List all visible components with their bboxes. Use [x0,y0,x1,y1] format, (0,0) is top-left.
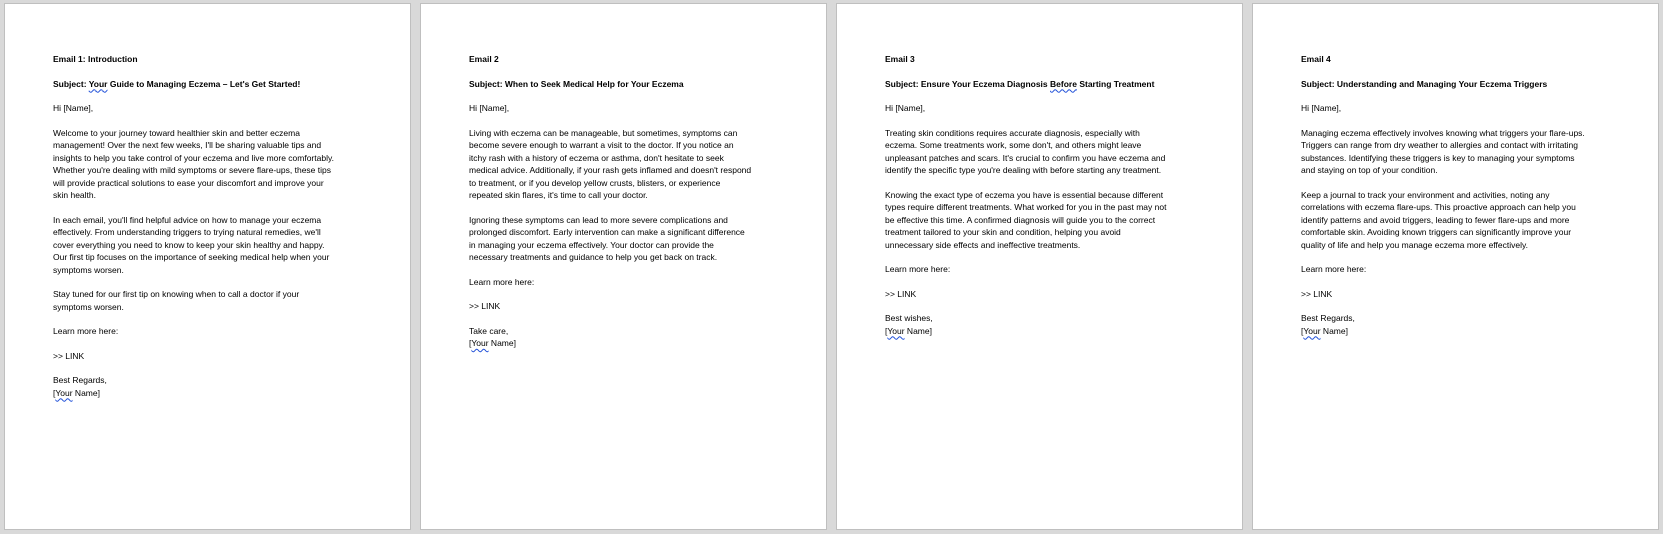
paragraph [1301,127,1656,177]
link-placeholder[interactable]: >> LINK [53,350,85,361]
email-subject: Subject: Ensure Your Eczema Diagnosis Before Starting Treatment [885,78,1155,89]
body-line: prolonged discomfort. Early intervention can make a significant difference [469,227,745,237]
body-line: correlations with eczema flare-ups. This proactive approach can help you [1301,202,1576,212]
email-subject: Subject: When to Seek Medical Help for Your Eczema [469,78,684,89]
paragraph [885,189,1240,252]
email-1 [53,53,383,399]
signature: [Your Name] [885,325,932,336]
body-line: unnecessary side effects and ineffective treatments. [885,239,1081,250]
signoff: Best Regards, [53,375,107,385]
body-line: become severe enough to warrant a visit to the doctor. If you notice an [469,140,734,150]
body-line: Treating skin conditions requires accurate diagnosis, especially with [885,127,1140,138]
body-line: Managing eczema effectively involves knowing what triggers your flare-ups. [1301,127,1585,138]
learn-more-text: Learn more here: [1301,264,1367,274]
paragraph [1301,189,1656,252]
spellcheck-flag[interactable]: Your [887,325,905,336]
body-line: symptoms worsen. [53,264,124,275]
body-line: insights to help you take control of your eczema and live more comfortably. [53,152,334,163]
body-line: will provide practical solutions to ease your discomfort and improve your [53,177,324,188]
body-line: comfortable skin. Avoiding known triggers can significantly improve your [1301,227,1572,237]
signature: [Your Name] [1301,325,1348,336]
body-line: Our first tip focuses on the importance of seeking medical help when your [53,252,330,262]
document-page-1 [4,3,411,530]
document-page-3 [836,3,1243,530]
email-heading: Email 3 [885,54,915,64]
paragraph [469,214,799,264]
email-heading: Email 4 [1301,54,1331,64]
body-line: identify the specific type you're dealing with before starting any treatment. [885,165,1162,175]
email-subject: Subject: Understanding and Managing Your Eczema Triggers [1301,78,1548,89]
body-line: in managing your eczema effectively. Your doctor can provide the [469,239,714,250]
body-line: cover everything you need to know to keep your skin healthy and happy. [53,239,325,250]
spellcheck-flag[interactable]: Your [55,387,73,398]
body-line: to treatment, or if you develop yellow crusts, blisters, or experience [469,177,721,188]
spellcheck-flag[interactable]: Before [1050,78,1077,89]
body-line: symptoms worsen. [53,301,124,312]
body-line: Keep a journal to track your environment and activities, noting any [1301,189,1550,200]
body-line: Knowing the exact type of eczema you have is essential because different [885,189,1164,200]
body-line: skin health. [53,190,96,200]
email-heading: Email 1: Introduction [53,54,138,64]
learn-more-text: Learn more here: [469,276,535,287]
body-line: itchy rash with a history of eczema or asthma, don't hesitate to seek [469,152,724,163]
greeting: Hi [Name], [1301,103,1342,113]
learn-more-text: Learn more here: [53,326,119,336]
body-line: quality of life and help you manage eczema more effectively. [1301,239,1528,250]
body-line: necessary treatments and guidance to help you get back on track. [469,252,718,262]
body-line: and staying on top of your condition. [1301,165,1438,175]
spellcheck-flag[interactable]: Your [1303,325,1321,336]
email-subject: Subject: Your Guide to Managing Eczema – Let's Get Started! [53,78,301,89]
email-4 [1301,53,1656,337]
document-page-4 [1252,3,1659,530]
body-line: treatment tailored to your skin and condition, helping you avoid [885,227,1121,237]
link-placeholder[interactable]: >> LINK [885,288,917,299]
body-line: Ignoring these symptoms can lead to more severe complications and [469,214,728,225]
signature: [Your Name] [469,338,516,348]
signoff: Best wishes, [885,313,933,323]
body-line: Living with eczema can be manageable, but sometimes, symptoms can [469,127,738,138]
email-2 [469,53,799,350]
signoff: Take care, [469,325,509,336]
body-line: Welcome to your journey toward healthier skin and better eczema [53,127,300,138]
paragraph [885,127,1240,177]
greeting: Hi [Name], [885,103,926,113]
body-line: medical advice. Additionally, if your rash gets inflamed and doesn't respond [469,165,752,175]
greeting: Hi [Name], [53,103,94,113]
body-line: Triggers can range from dry weather to allergies and contact with irritating [1301,140,1579,150]
body-line: In each email, you'll find helpful advice on how to manage your eczema [53,214,322,225]
link-placeholder[interactable]: >> LINK [1301,288,1333,299]
learn-more-text: Learn more here: [885,264,951,274]
body-line: effectively. From understanding triggers to trying natural remedies, we'll [53,227,321,237]
paragraph [53,288,383,313]
body-line: unpleasant patches and scars. It's crucial to confirm you have eczema and [885,152,1166,163]
link-placeholder[interactable]: >> LINK [469,301,501,311]
spellcheck-flag[interactable]: Your [88,78,108,89]
body-line: be effective this time. A confirmed diagnosis will guide you to the correct [885,214,1156,225]
body-line: repeated skin flares, it's time to call your doctor. [469,190,648,200]
signoff: Best Regards, [1301,313,1355,323]
paragraph [469,127,799,202]
signature: [Your Name] [53,387,100,398]
body-line: management! Over the next few weeks, I'll be sharing valuable tips and [53,140,322,150]
paragraph [53,127,383,202]
body-line: Whether you're dealing with mild symptoms or severe flare-ups, these tips [53,165,331,175]
paragraph [53,214,383,277]
body-line: eczema. Some treatments work, some don't, and others might leave [885,140,1142,150]
body-line: substances. Identifying these triggers is key to managing your symptoms [1301,152,1575,163]
body-line: Stay tuned for our first tip on knowing when to call a doctor if your [53,289,300,299]
body-line: types require different treatments. What worked for you in the past may not [885,202,1167,212]
email-3 [885,53,1240,337]
greeting: Hi [Name], [469,103,510,113]
email-heading: Email 2 [469,54,499,64]
spellcheck-flag[interactable]: Your [471,338,489,348]
document-page-2 [420,3,827,530]
body-line: identify patterns and avoid triggers, leading to fewer flare-ups and more [1301,214,1570,225]
